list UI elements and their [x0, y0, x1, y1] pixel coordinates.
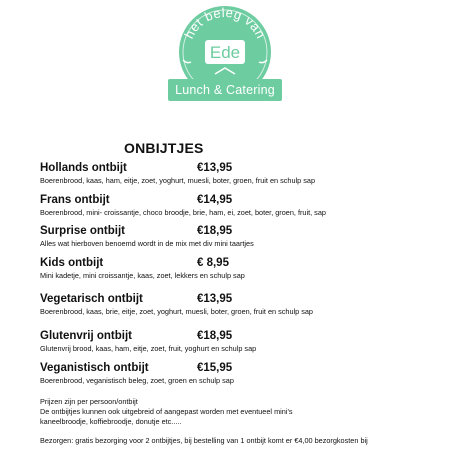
item-description: Boerenbrood, mini- croissantje, choco broodje, brie, ham, ei, zoet, boter, groen, fruit, sap: [40, 208, 326, 217]
logo: [150, 0, 300, 110]
logo-arc-text: het beleg van: [181, 4, 269, 41]
item-description: Mini kadetje, mini croissantje, kaas, zoet, lekkers en schulp sap: [40, 271, 245, 280]
section-title: ONBIJTJES: [124, 140, 204, 156]
notes: [40, 397, 440, 427]
delivery-note: [40, 436, 440, 446]
item-price: €15,95: [197, 362, 233, 374]
item-name: Veganistisch ontbijt: [40, 362, 149, 374]
note-extensions: De ontbijtjes kunnen ook uitgebreid of aangepast worden met eventueel mini's: [40, 407, 293, 416]
item-description: Boerenbrood, kaas, ham, eitje, zoet, yoghurt, muesli, boter, groen, fruit en schulp sap: [40, 176, 316, 185]
item-name: Surprise ontbijt: [40, 225, 125, 237]
item-name: Vegetarisch ontbijt: [40, 293, 143, 305]
item-description: Boerenbrood, kaas, brie, eitje, zoet, yoghurt, muesli, boter, groen, fruit en schulp sap: [40, 307, 313, 316]
item-description: Alles wat hierboven benoemd wordt in de mix met div mini taartjes: [40, 239, 254, 248]
logo-subtitle: Lunch & Catering: [168, 79, 282, 101]
item-price: €18,95: [197, 225, 233, 237]
note-extensions-cont: kaneelbroodje, koffiebroodje, donutje etc.....: [40, 417, 182, 426]
item-name: Kids ontbijt: [40, 257, 104, 269]
menu-item: [40, 330, 440, 353]
item-price: €14,95: [197, 194, 233, 206]
item-name: Glutenvrij ontbijt: [40, 330, 132, 342]
item-price: €18,95: [197, 330, 233, 342]
note-prices: Prijzen zijn per persoon/ontbijt: [40, 397, 138, 406]
note-delivery: Bezorgen: gratis bezorging voor 2 ontbijtjes, bij bestelling van 1 ontbijt komt er €4,00 bezorgkosten bij: [40, 436, 368, 445]
menu-item: [40, 225, 440, 248]
item-price: €13,95: [197, 162, 233, 174]
item-description: Boerenbrood, veganistisch beleg, zoet, groen en schulp sap: [40, 376, 234, 385]
menu-item: [40, 257, 440, 280]
item-price: € 8,95: [197, 257, 229, 269]
item-name: Hollands ontbijt: [40, 162, 127, 174]
logo-name: Ede: [209, 43, 241, 62]
item-name: Frans ontbijt: [40, 194, 110, 206]
menu-item: [40, 162, 440, 185]
item-description: Glutenvrij brood, kaas, ham, eitje, zoet, fruit, yoghurt en schulp sap: [40, 344, 257, 353]
item-price: €13,95: [197, 293, 233, 305]
menu-item: [40, 194, 440, 217]
menu-item: [40, 362, 440, 385]
menu-item: [40, 293, 440, 316]
